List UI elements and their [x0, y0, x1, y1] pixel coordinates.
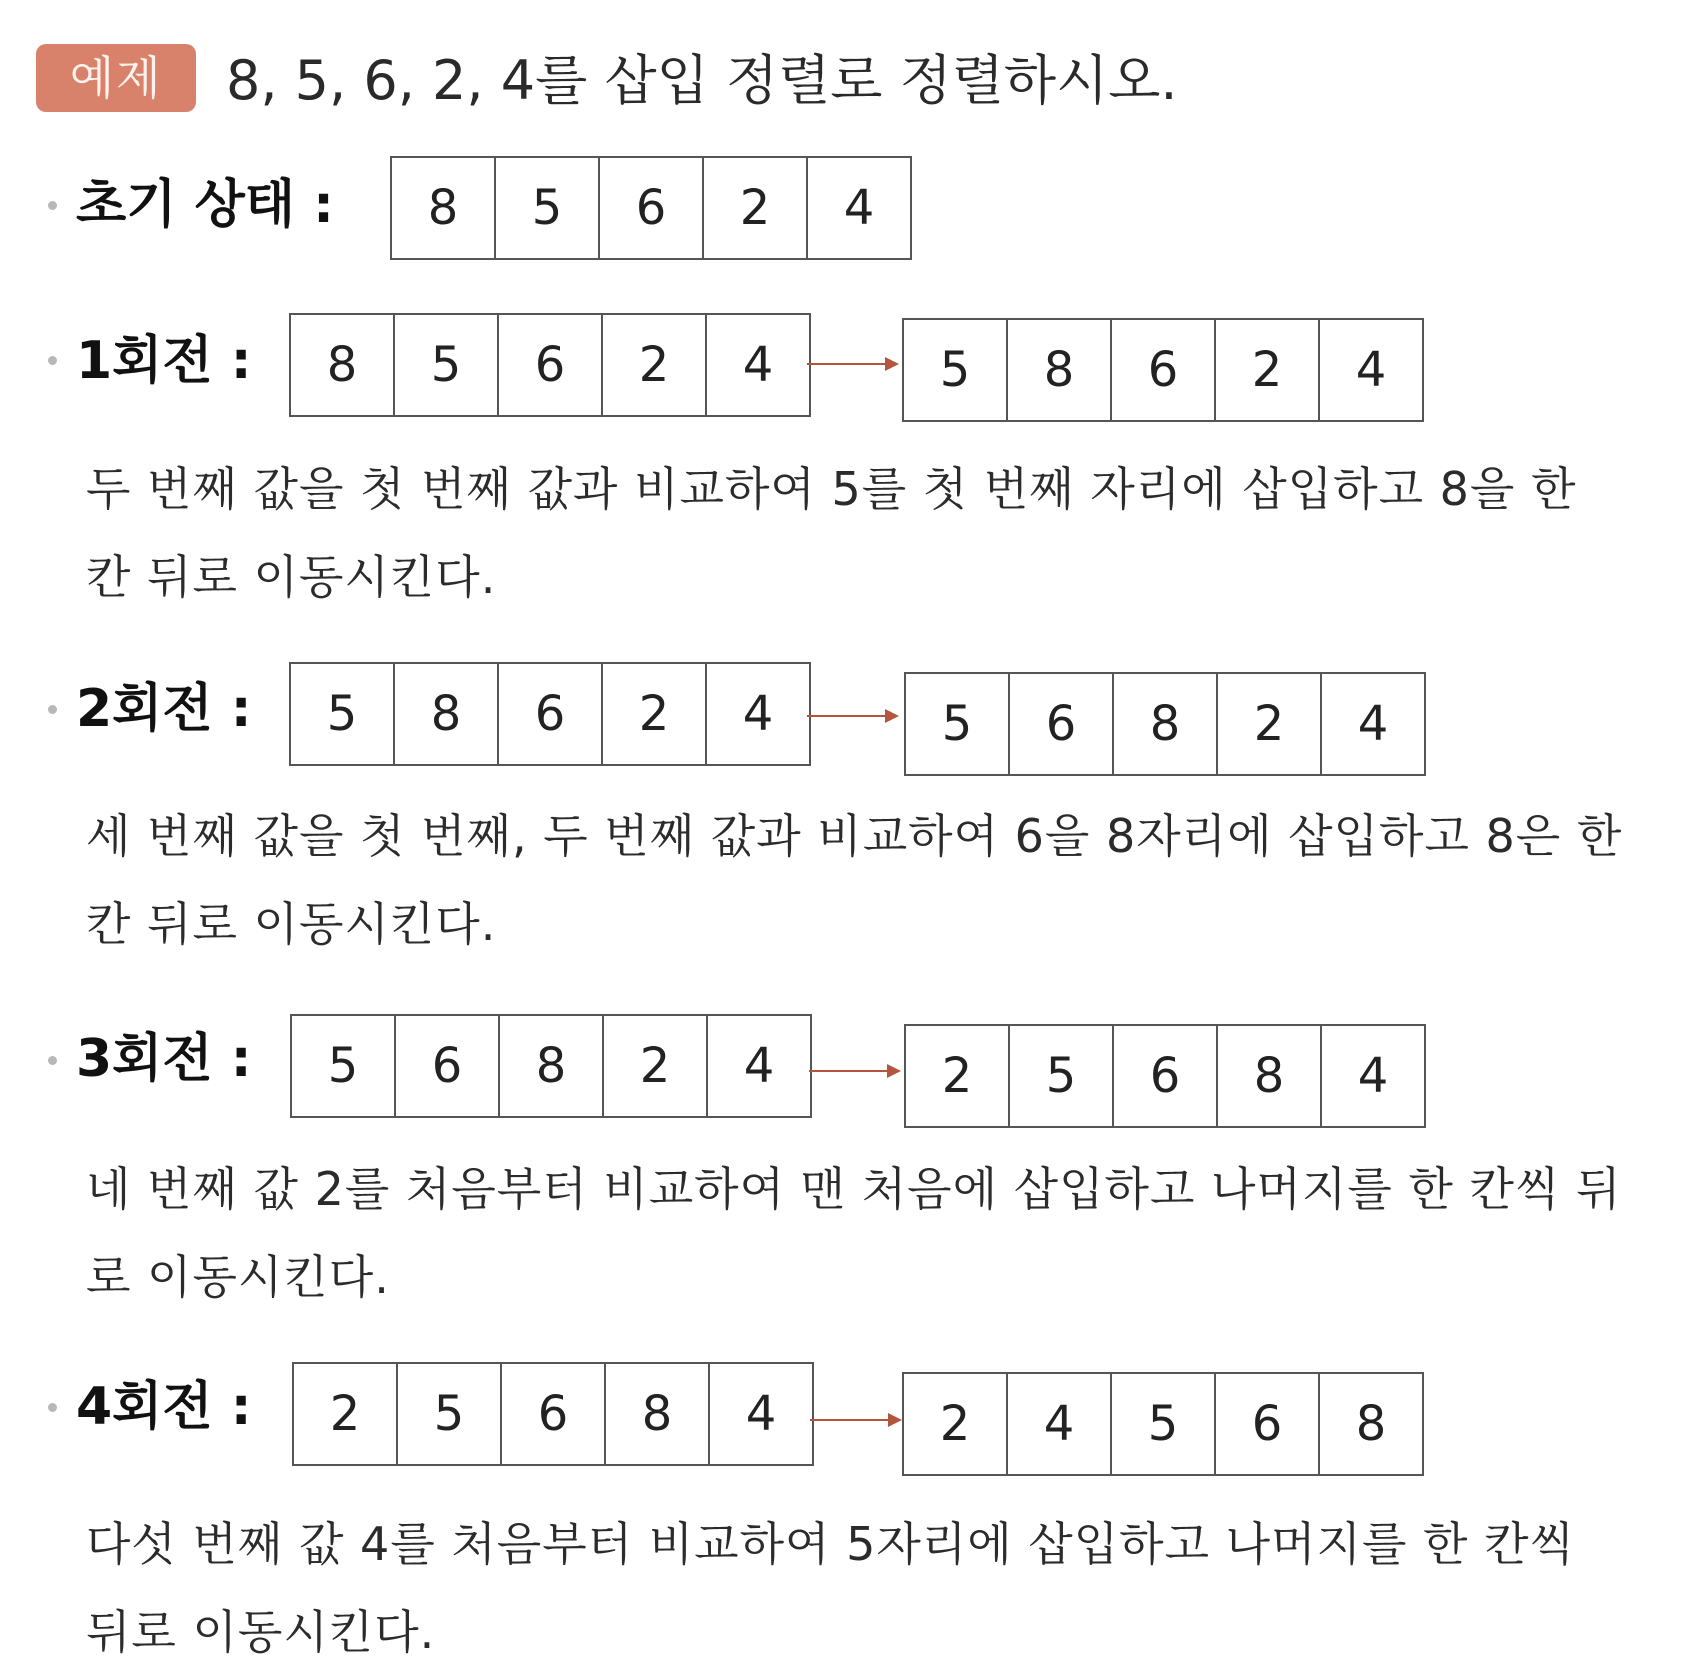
- array-cell: 5: [904, 320, 1008, 420]
- array-cell: 4: [742, 337, 774, 393]
- array-cell: 5: [1112, 1374, 1216, 1474]
- pass-2-after-array: [904, 672, 1426, 776]
- bullet-dot: [48, 705, 57, 714]
- array-cell: 2: [906, 1026, 1010, 1126]
- array-cell: 4: [1355, 342, 1387, 398]
- pass-3-after-array: [904, 1024, 1426, 1128]
- array-cell: 2: [704, 158, 808, 258]
- problem-statement: 8, 5, 6, 2, 4를 삽입 정렬로 정렬하시오.: [226, 49, 1178, 112]
- pass-1-description: 두 번째 값을 첫 번째 값과 비교하여 5를 첫 번째 자리에 삽입하고 8을 한 칸 뒤로 이동시킨다.: [86, 462, 1577, 604]
- array-cell: 4: [1357, 1048, 1389, 1104]
- array-cell: 4: [1008, 1374, 1112, 1474]
- array-cell: 5: [292, 1016, 396, 1116]
- array-cell: 8: [500, 1016, 604, 1116]
- array-cell: 8: [1218, 1026, 1322, 1126]
- array-cell: 8: [395, 664, 499, 764]
- pass-3-before-array: [290, 1014, 812, 1118]
- array-cell: 8: [291, 315, 395, 415]
- array-cell: 6: [1216, 1374, 1320, 1474]
- bullet-dot: [48, 1056, 57, 1065]
- array-cell: 5: [1010, 1026, 1114, 1126]
- bullet-dot: [48, 356, 57, 365]
- right-arrow-icon: [810, 1413, 902, 1427]
- array-cell: 8: [1355, 1396, 1387, 1452]
- array-cell: 6: [396, 1016, 500, 1116]
- pass-4-before-array: [292, 1362, 814, 1466]
- pass-3-description: 네 번째 값 2를 처음부터 비교하여 맨 처음에 삽입하고 나머지를 한 칸씩 뒤로 이동시킨다.: [86, 1162, 1622, 1304]
- array-cell: 4: [742, 686, 774, 742]
- bullet-dot: [48, 1403, 57, 1412]
- pass-1-after-array: [902, 318, 1424, 422]
- pass-2-label: 2회전 :: [76, 679, 252, 739]
- initial-array: [390, 156, 912, 260]
- array-cell: 6: [499, 315, 603, 415]
- array-cell: 5: [291, 664, 395, 764]
- example-badge: 예제: [36, 44, 196, 112]
- array-cell: 6: [1114, 1026, 1218, 1126]
- right-arrow-icon: [809, 1064, 901, 1078]
- array-cell: 2: [603, 315, 707, 415]
- array-cell: 4: [1357, 696, 1389, 752]
- array-cell: 8: [1008, 320, 1112, 420]
- pass-2-before-array: [289, 662, 811, 766]
- array-cell: 5: [395, 315, 499, 415]
- array-cell: 6: [1112, 320, 1216, 420]
- array-cell: 4: [743, 1038, 775, 1094]
- array-cell: 2: [1216, 320, 1320, 420]
- bullet-dot: [48, 201, 57, 210]
- array-cell: 2: [1218, 674, 1322, 774]
- pass-4-after-array: [902, 1372, 1424, 1476]
- pass-4-description: 다섯 번째 값 4를 처음부터 비교하여 5자리에 삽입하고 나머지를 한 칸씩 뒤로 이동시킨다.: [86, 1517, 1575, 1659]
- pass-1-before-array: [289, 313, 811, 417]
- array-cell: 2: [603, 664, 707, 764]
- array-cell: 4: [745, 1386, 777, 1442]
- pass-3-label: 3회전 :: [76, 1029, 252, 1089]
- array-cell: 5: [398, 1364, 502, 1464]
- array-cell: 5: [496, 158, 600, 258]
- pass-4-label: 4회전 :: [76, 1377, 252, 1437]
- array-cell: 8: [606, 1364, 710, 1464]
- array-cell: 6: [1010, 674, 1114, 774]
- initial-state-label: 초기 상태 :: [76, 175, 334, 235]
- array-cell: 5: [906, 674, 1010, 774]
- array-cell: 8: [392, 158, 496, 258]
- array-cell: 2: [294, 1364, 398, 1464]
- pass-2-description: 세 번째 값을 첫 번째, 두 번째 값과 비교하여 6을 8자리에 삽입하고 8은 한 칸 뒤로 이동시킨다.: [86, 809, 1623, 951]
- array-cell: 2: [904, 1374, 1008, 1474]
- right-arrow-icon: [807, 357, 899, 371]
- array-cell: 2: [604, 1016, 708, 1116]
- right-arrow-icon: [807, 709, 899, 723]
- array-cell: 6: [600, 158, 704, 258]
- array-cell: 4: [843, 180, 875, 236]
- array-cell: 6: [499, 664, 603, 764]
- pass-1-label: 1회전 :: [76, 331, 252, 391]
- array-cell: 8: [1114, 674, 1218, 774]
- array-cell: 6: [502, 1364, 606, 1464]
